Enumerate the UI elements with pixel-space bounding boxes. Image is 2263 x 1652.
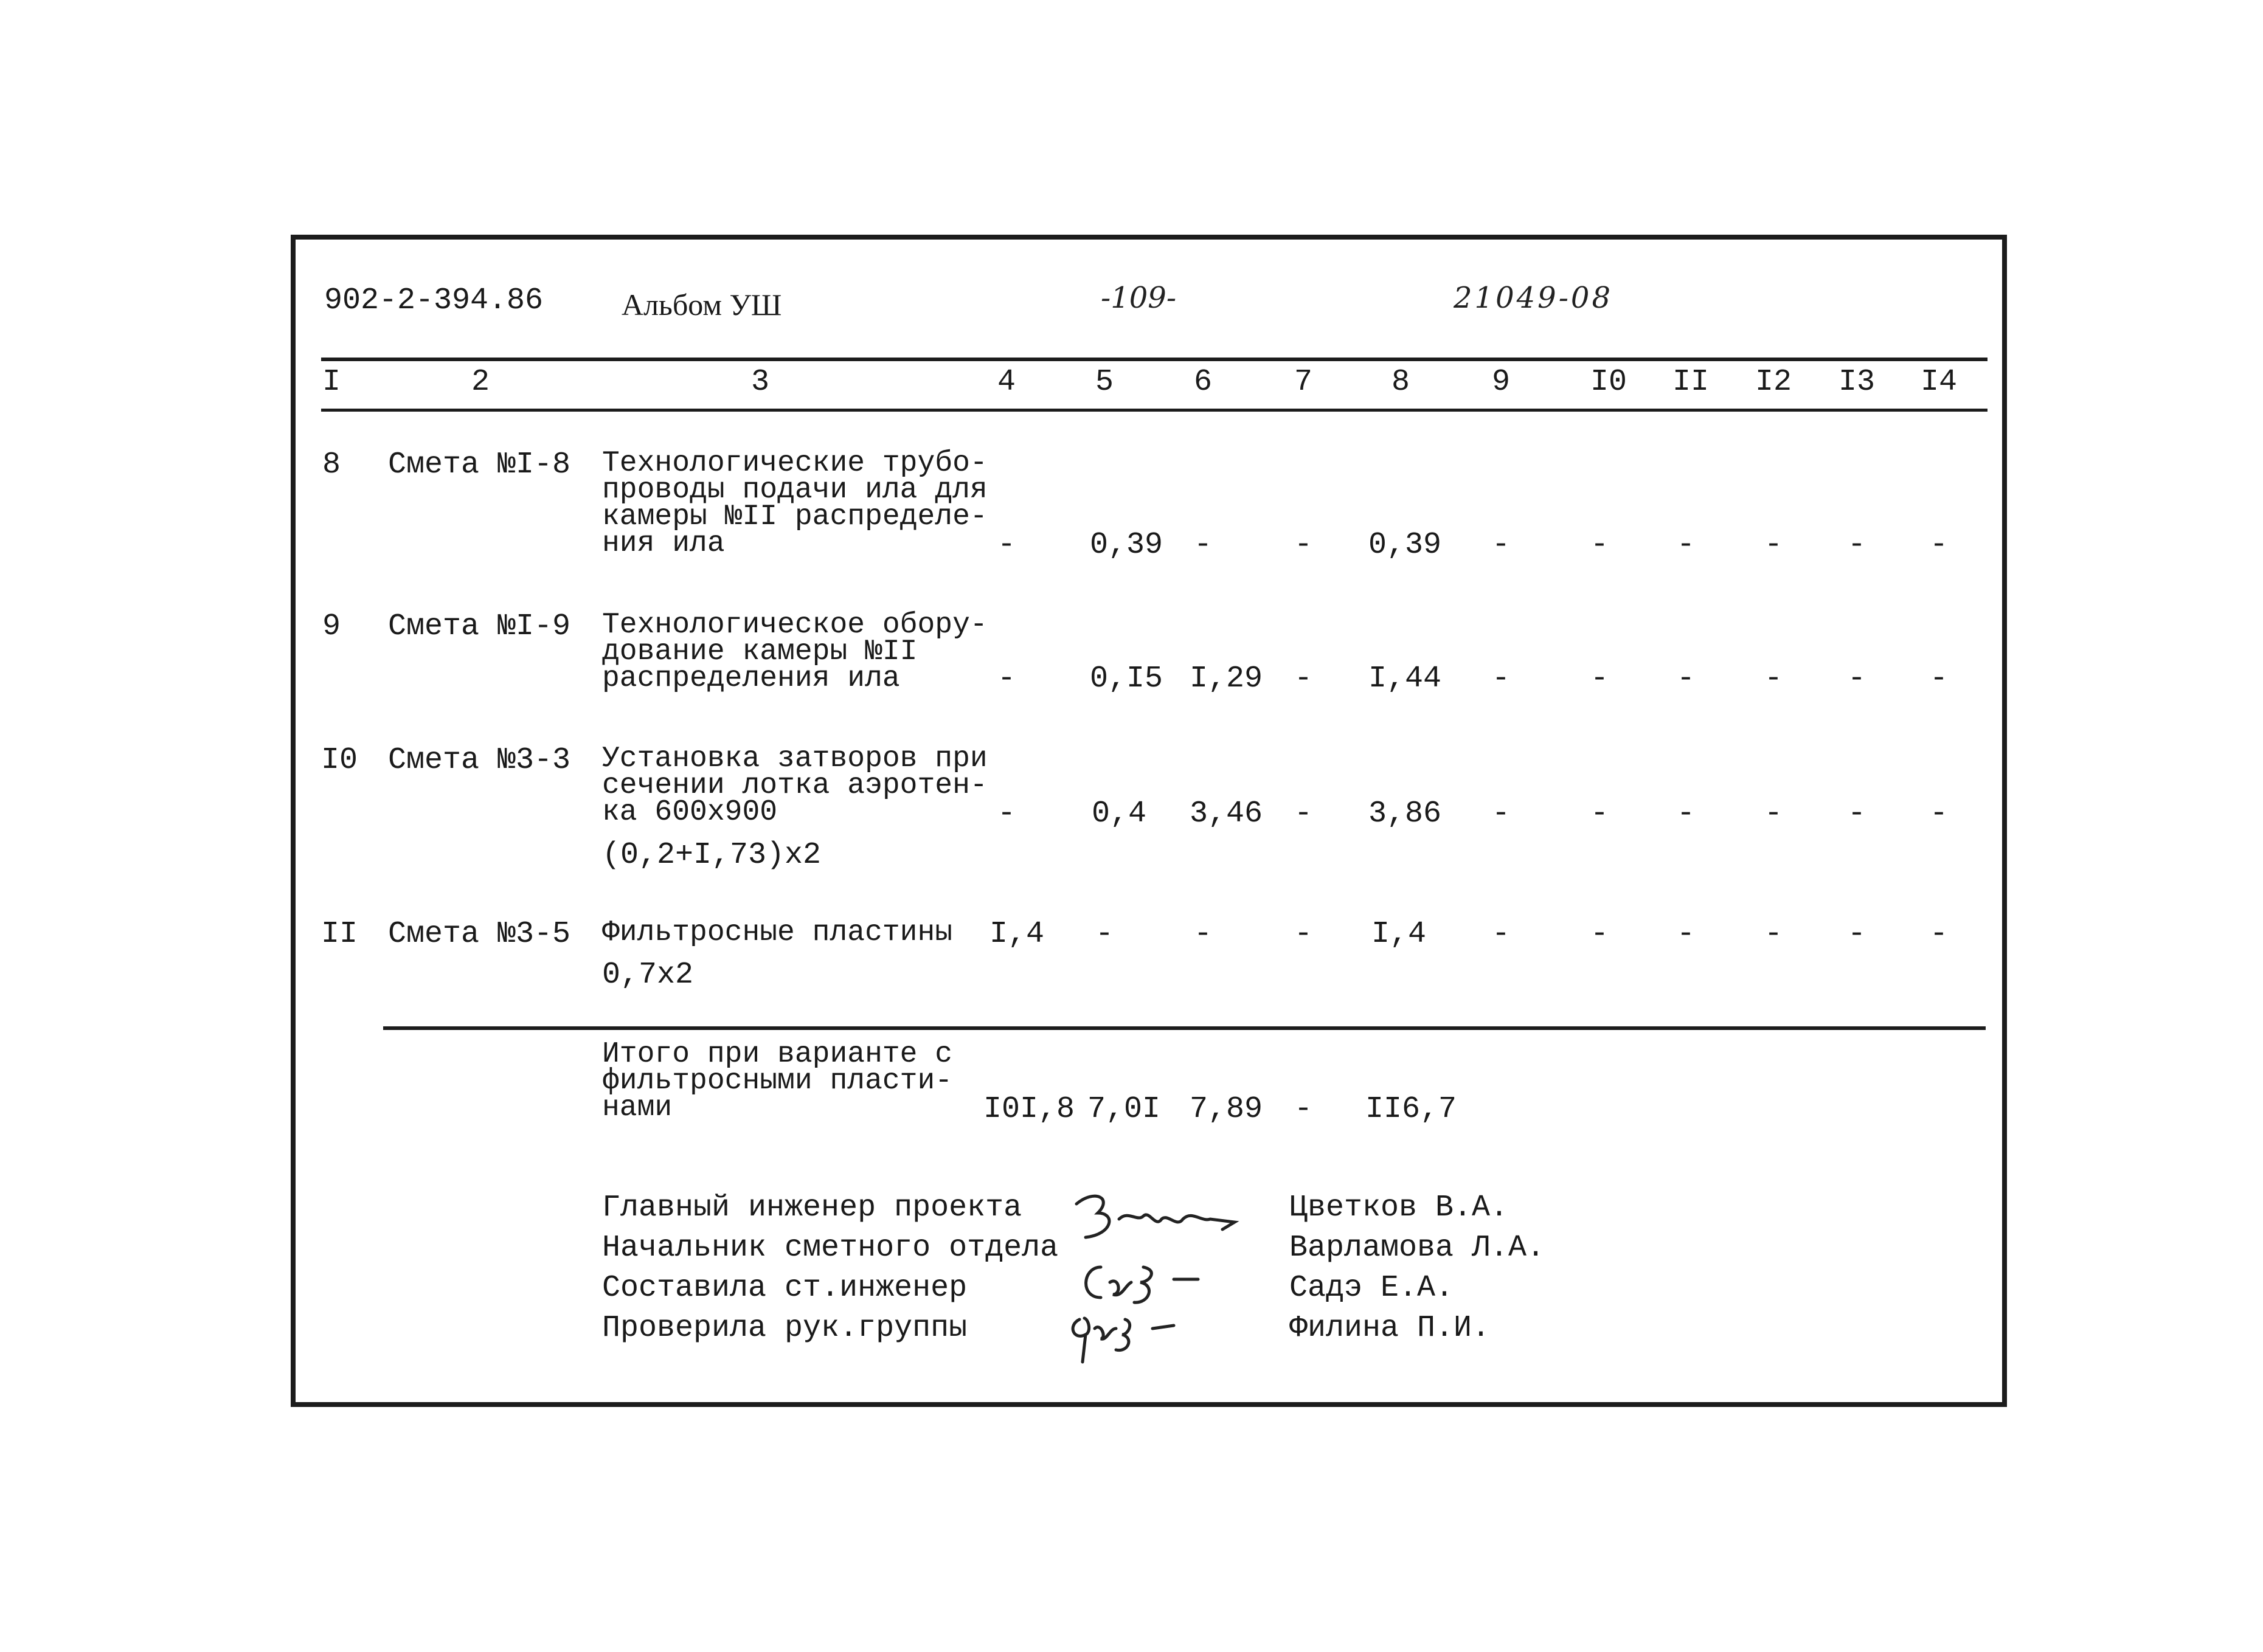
value-cell: - (1491, 528, 1511, 562)
value-cell: - (1590, 797, 1609, 831)
value-cell: - (1294, 528, 1313, 562)
value-cell: - (1764, 797, 1783, 831)
value-cell: - (1193, 917, 1213, 952)
column-number: 7 (1294, 365, 1313, 399)
column-number: 4 (997, 365, 1016, 399)
value-cell: - (1590, 662, 1609, 696)
header-rule-bottom (321, 409, 1987, 412)
total-rule (383, 1026, 1986, 1030)
value-cell: I,44 (1368, 662, 1442, 696)
album-label: Альбом УШ (622, 288, 782, 322)
value-cell: - (1676, 662, 1696, 696)
value-cell: 0,39 (1368, 528, 1442, 562)
value-cell: - (1491, 662, 1511, 696)
signature-role: Составила ст.инженер (602, 1271, 968, 1305)
row-description: Технологическое обору- дование камеры №II распределения ила (602, 609, 988, 695)
value-cell: 0,39 (1089, 528, 1163, 562)
value-cell: - (1193, 528, 1213, 562)
column-number: 9 (1491, 365, 1511, 399)
signatory-name: Варламова Л.А. (1289, 1231, 1545, 1265)
signatory-name: Филина П.И. (1289, 1311, 1491, 1346)
value-cell: - (1847, 797, 1866, 831)
value-cell: - (1590, 528, 1609, 562)
total-value: - (1294, 1092, 1313, 1127)
value-cell: I,4 (1371, 917, 1427, 952)
value-cell: - (997, 662, 1016, 696)
signatory-name: Садэ Е.А. (1289, 1271, 1454, 1305)
value-cell: I,29 (1189, 662, 1263, 696)
value-cell: - (1847, 662, 1866, 696)
value-cell: - (1590, 917, 1609, 952)
value-cell: - (1847, 528, 1866, 562)
row-number: 9 (322, 609, 341, 644)
value-cell: 3,86 (1368, 797, 1442, 831)
estimate-ref: Смета №3-5 (388, 917, 571, 952)
value-cell: - (1764, 528, 1783, 562)
estimate-ref: Смета №I-9 (388, 609, 571, 644)
row-number: I0 (321, 743, 358, 778)
header-rule-top (321, 358, 1987, 361)
estimate-ref: Смета №I-8 (388, 448, 571, 482)
value-cell: - (1676, 797, 1696, 831)
value-cell: - (1847, 917, 1866, 952)
estimate-ref: Смета №3-3 (388, 743, 571, 778)
value-cell: - (1764, 662, 1783, 696)
column-number: 6 (1193, 365, 1213, 399)
column-number: 5 (1095, 365, 1114, 399)
value-cell: - (1294, 662, 1313, 696)
doc-code: 902-2-394.86 (324, 283, 544, 318)
column-number: 8 (1391, 365, 1410, 399)
value-cell: - (1929, 917, 1949, 952)
value-cell: - (1491, 797, 1511, 831)
signature-role: Главный инженер проекта (602, 1191, 1022, 1225)
value-cell: - (1929, 528, 1949, 562)
row-description: Технологические трубо- проводы подачи ила для камеры №II распределе- ния ила (602, 447, 988, 560)
value-cell: - (1929, 797, 1949, 831)
value-cell: I,4 (989, 917, 1045, 952)
column-number: II (1672, 365, 1710, 399)
column-number: I3 (1838, 365, 1876, 399)
total-value: I0I,8 (983, 1092, 1075, 1127)
column-number: 3 (750, 365, 770, 399)
column-number: I0 (1590, 365, 1627, 399)
total-value: 7,89 (1189, 1092, 1263, 1127)
total-description: Итого при варианте с фильтросными пласти- нами (602, 1038, 953, 1124)
signatory-name: Цветков В.А. (1289, 1191, 1509, 1225)
total-value: 7,0I (1087, 1092, 1161, 1127)
row-note: (0,2+I,73)x2 (602, 838, 822, 873)
column-number: I (322, 365, 341, 399)
column-number: I2 (1755, 365, 1792, 399)
row-description: Фильтросные пластины (602, 916, 953, 949)
total-value: II6,7 (1365, 1092, 1457, 1127)
value-cell: 0,4 (1091, 797, 1147, 831)
signature-role: Проверила рук.группы (602, 1311, 968, 1346)
value-cell: - (1294, 917, 1313, 952)
value-cell: - (1676, 917, 1696, 952)
value-cell: - (1095, 917, 1114, 952)
row-description: Установка затворов при сечении лотка аэротен- ка 600x900 (602, 742, 988, 829)
row-note: 0,7x2 (602, 958, 694, 992)
value-cell: - (1294, 797, 1313, 831)
value-cell: - (997, 528, 1016, 562)
value-cell: - (997, 797, 1016, 831)
handwritten-signature (1070, 1186, 1247, 1253)
row-number: 8 (322, 448, 341, 482)
column-number: I4 (1920, 365, 1958, 399)
archive-number: 21049-08 (1454, 281, 1613, 315)
value-cell: - (1491, 917, 1511, 952)
page-number: -109- (1101, 281, 1177, 315)
column-number: 2 (471, 365, 490, 399)
value-cell: 3,46 (1189, 797, 1263, 831)
signature-role: Начальник сметного отдела (602, 1231, 1059, 1265)
row-number: II (321, 917, 358, 952)
value-cell: - (1929, 662, 1949, 696)
value-cell: - (1676, 528, 1696, 562)
value-cell: - (1764, 917, 1783, 952)
value-cell: 0,I5 (1089, 662, 1163, 696)
handwritten-signature (1067, 1301, 1207, 1368)
